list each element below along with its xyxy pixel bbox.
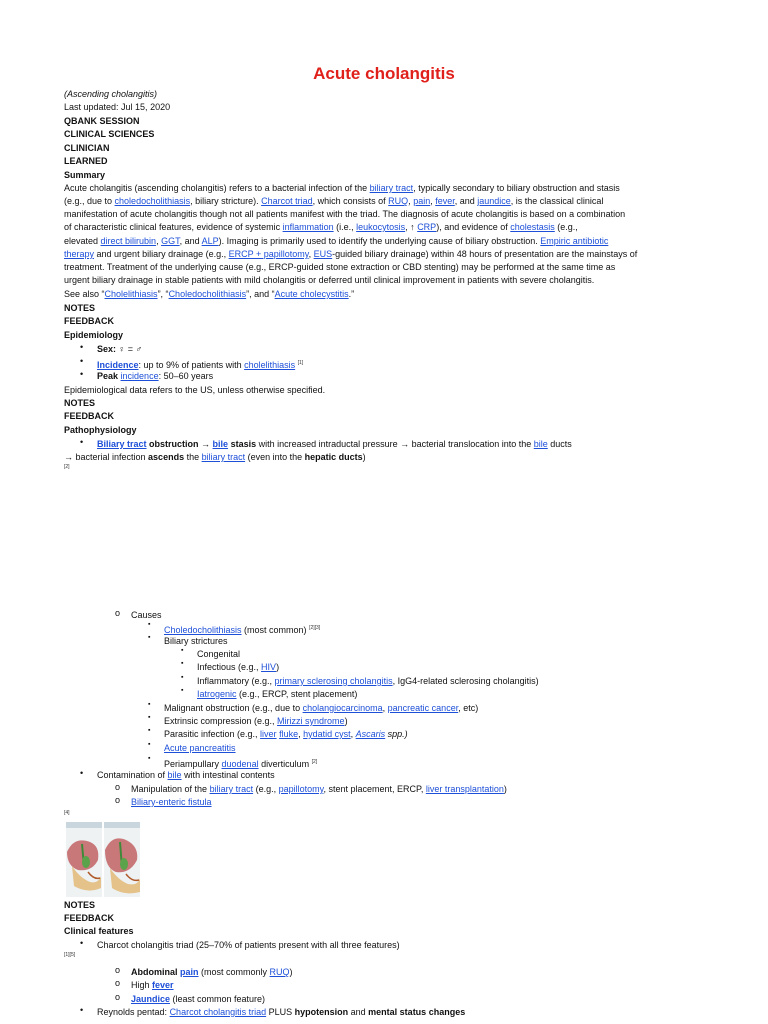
bullet-icon: • (80, 938, 84, 948)
text-run: ) (289, 967, 293, 977)
link-fever[interactable]: fever (435, 196, 455, 206)
text-run: , is the classical clinical (510, 196, 604, 206)
text-run: hepatic ducts (304, 452, 363, 462)
summary-line-1 (64, 182, 620, 195)
text-run: , IgG4-related sclerosing cholangitis) (392, 676, 539, 686)
link-alp[interactable]: ALP (201, 236, 219, 246)
link-incidence[interactable]: Incidence (97, 360, 139, 370)
text-run: Inflammatory (e.g., (197, 676, 275, 686)
bullet-icon: • (80, 342, 84, 352)
text-run: (i.e., (333, 222, 357, 232)
summary-line-8: urgent biliary drainage in stable patients with mild cholangitis or deferred until clinical improvement in patients with severe cholangitis. (64, 275, 595, 285)
clinical-reynolds (97, 1006, 465, 1019)
text-run: ), and evidence of (436, 222, 511, 232)
link-bile[interactable]: bile (167, 770, 182, 780)
square-bullet-icon: ▪ (148, 701, 151, 708)
text-run: -guided biliary drainage) within 48 hours of presentation are the mainstays of (332, 249, 638, 259)
text-run: (e.g., ERCP, stent placement) (236, 689, 358, 699)
summary-line-9 (64, 288, 354, 301)
link-bile[interactable]: bile (533, 439, 548, 449)
text-run: with increased intraductal pressure → bacterial translocation into the (256, 439, 534, 449)
epi-peak (97, 370, 213, 383)
text-run: ) (276, 662, 280, 672)
link-ascaris[interactable]: Ascaris (355, 729, 386, 739)
charcot-triad-line: Charcot cholangitis triad (25–70% of patients present with all three features) (97, 940, 400, 950)
text-run: , (308, 249, 314, 259)
text-run: (most commonly (198, 967, 270, 977)
link-choledocholithiasis[interactable]: Choledocholithiasis (164, 625, 242, 635)
text-run: Parasitic infection (e.g., (164, 729, 261, 739)
link-ruq[interactable]: RUQ (269, 967, 290, 977)
text-run: (least common feature) (170, 994, 266, 1004)
text-run: , stent placement, ERCP, (323, 784, 426, 794)
link-liver[interactable]: liver (260, 729, 277, 739)
patho-contamination (97, 769, 275, 782)
anatomy-illustration[interactable] (64, 822, 141, 897)
text-run: , biliary stricture). (190, 196, 262, 206)
summary-line-4 (64, 221, 578, 234)
link-leukocytosis[interactable]: leukocytosis (356, 222, 406, 232)
text-run: See also “ (64, 289, 105, 299)
square-bullet-icon: ▪ (148, 714, 151, 721)
reference-mark[interactable]: [1][5] (64, 952, 76, 958)
text-run: High (131, 980, 153, 990)
notes-button[interactable]: NOTES (64, 900, 96, 910)
stricture-iatrogenic (197, 688, 357, 701)
text-run: , typically secondary to biliary obstruction and stasis (413, 183, 620, 193)
bullet-icon: • (80, 1005, 84, 1015)
link-psc[interactable]: primary sclerosing cholangitis (274, 676, 393, 686)
link-biliary-enteric-fistula[interactable]: Biliary-enteric fistula (131, 797, 212, 807)
text-run: ”, “ (157, 289, 169, 299)
link-biliary-tract[interactable]: biliary tract (209, 784, 254, 794)
text-run: ) (362, 452, 366, 462)
text-run: stasis (228, 439, 257, 449)
clinical-jaundice (131, 993, 265, 1006)
circle-bullet-icon: o (115, 782, 121, 792)
link-bile[interactable]: bile (212, 439, 229, 449)
cause-extrinsic (164, 715, 348, 728)
link-inflammation[interactable]: inflammation (282, 222, 334, 232)
summary-line-3: manifestation of acute cholangitis though not all patients manifest with the triad. The diagnosis of acute cholangitis is based on a combination (64, 209, 626, 219)
circle-bullet-icon: o (115, 978, 121, 988)
link-biliary-tract[interactable]: biliary tract (369, 183, 414, 193)
text-run: Malignant obstruction (e.g., due to (164, 703, 303, 713)
link-jaundice[interactable]: Jaundice (131, 994, 171, 1004)
bullet-icon: • (80, 356, 84, 366)
reference-mark[interactable]: [1] (297, 360, 304, 366)
text-run: → (198, 439, 213, 449)
link-jaundice[interactable]: jaundice (477, 196, 511, 206)
summary-line-6 (64, 248, 637, 261)
circle-bullet-icon: o (115, 965, 121, 975)
square-bullet-icon: ▪ (148, 741, 151, 748)
link-acute-cholecystitis[interactable]: Acute cholecystitis (274, 289, 349, 299)
patho-manipulation (131, 783, 507, 796)
text-run: ) (344, 716, 348, 726)
link-liver-transplantation[interactable]: liver transplantation (425, 784, 504, 794)
link-incidence-peak[interactable]: incidence (120, 371, 159, 381)
link-ruq[interactable]: RUQ (388, 196, 409, 206)
link-cholestasis[interactable]: cholestasis (510, 222, 555, 232)
stricture-inflammatory (197, 675, 539, 688)
link-empiric-antibiotic[interactable]: Empiric antibiotic (540, 236, 609, 246)
text-run: the (184, 452, 202, 462)
reference-mark[interactable]: [4] (64, 810, 70, 816)
square-bullet-icon: ▪ (148, 727, 151, 734)
bullet-icon: • (80, 369, 84, 379)
link-fever[interactable]: fever (152, 980, 174, 990)
text-run: Reynolds pentad: (97, 1007, 170, 1017)
cause-pancreatitis (164, 742, 236, 755)
text-run: ”, and “ (246, 289, 275, 299)
notes-button[interactable]: NOTES (64, 303, 96, 313)
link-biliary-tract[interactable]: biliary tract (201, 452, 246, 462)
text-run: obstruction (146, 439, 199, 449)
link-eus[interactable]: EUS (313, 249, 333, 259)
text-run: , (156, 236, 162, 246)
text-run: , (298, 729, 304, 739)
text-run: , etc) (458, 703, 479, 713)
text-run: , and (454, 196, 478, 206)
circle-bullet-icon: o (115, 795, 121, 805)
link-ercp-papillotomy[interactable]: ERCP + papillotomy (228, 249, 309, 259)
link-pain[interactable]: pain (180, 967, 199, 977)
header-learned[interactable]: LEARNED (64, 156, 108, 166)
link-cholangiocarcinoma[interactable]: cholangiocarcinoma (302, 703, 383, 713)
text-run: ) (503, 784, 507, 794)
text-run: with intestinal contents (181, 770, 275, 780)
square-bullet-icon: ▪ (148, 634, 151, 641)
bullet-icon: • (80, 768, 84, 778)
patho-fistula (131, 796, 212, 809)
clinical-features-heading: Clinical features (64, 926, 134, 936)
header-qbank[interactable]: QBANK SESSION (64, 116, 140, 126)
patho-line-2 (64, 451, 366, 464)
cause-parasitic (164, 728, 408, 741)
link-acute-pancreatitis[interactable]: Acute pancreatitis (164, 743, 236, 753)
sex-value: ♀ = ♂ (118, 344, 143, 354)
text-run: : up to 9% of patients with (138, 360, 245, 370)
text-run: Abdominal (131, 967, 178, 977)
text-run: , which consists of (312, 196, 389, 206)
header-clinical-sciences[interactable]: CLINICAL SCIENCES (64, 129, 155, 139)
link-pancreatic-cancer[interactable]: pancreatic cancer (387, 703, 459, 713)
pathophysiology-heading: Pathophysiology (64, 425, 137, 435)
text-run: , (408, 196, 414, 206)
link-crp[interactable]: CRP (417, 222, 437, 232)
text-run: : 50–60 years (158, 371, 214, 381)
anatomy-illustration-svg (64, 822, 141, 897)
text-run: of characteristic clinical features, evidence of systemic (64, 222, 283, 232)
epi-note: Epidemiological data refers to the US, unless otherwise specified. (64, 385, 326, 395)
link-charcot-triad[interactable]: Charcot triad (261, 196, 313, 206)
peak-label: Peak (97, 371, 119, 381)
feedback-button[interactable]: FEEDBACK (64, 913, 115, 923)
text-run: ascends (148, 452, 185, 462)
text-run: (e.g., (554, 222, 578, 232)
page-title: Acute cholangitis (313, 64, 455, 83)
epidemiology-heading: Epidemiology (64, 330, 124, 340)
cause-malignant (164, 702, 478, 715)
link-fluke[interactable]: fluke (279, 729, 299, 739)
stricture-infectious (197, 661, 279, 674)
text-run: Contamination of (97, 770, 168, 780)
link-therapy[interactable]: therapy (64, 249, 95, 259)
cause-strictures: Biliary strictures (164, 636, 228, 646)
text-run: PLUS (266, 1007, 295, 1017)
text-run: Acute cholangitis (ascending cholangitis) refers to a bacterial infection of the (64, 183, 370, 193)
link-cholelithiasis[interactable]: Cholelithiasis (104, 289, 158, 299)
text-run: and (348, 1007, 369, 1017)
reference-mark[interactable]: [2] (311, 759, 318, 765)
text-run: elevated (64, 236, 101, 246)
clinical-fever (131, 979, 174, 992)
link-papillotomy[interactable]: papillotomy (278, 784, 324, 794)
patho-line-1 (97, 438, 572, 451)
text-run: , (382, 703, 388, 713)
notes-button[interactable]: NOTES (64, 398, 96, 408)
square-bullet-icon: ▪ (181, 674, 184, 681)
summary-heading: Summary (64, 170, 106, 180)
text-run: ). Imaging is primarily used to identify the underlying cause of biliary obstruction. (218, 236, 541, 246)
text-run: spp.) (385, 729, 408, 739)
circle-bullet-icon: o (115, 992, 121, 1002)
text-run: Extrinsic compression (e.g., (164, 716, 278, 726)
reference-mark[interactable]: [2][3] (309, 625, 321, 631)
bullet-icon: • (80, 437, 84, 447)
text-run: .” (348, 289, 355, 299)
text-run: Infectious (e.g., (197, 662, 262, 672)
text-run: → bacterial infection (64, 452, 149, 462)
link-biliary-tract[interactable]: Biliary tract (97, 439, 147, 449)
link-hydatid-cyst[interactable]: hydatid cyst (303, 729, 351, 739)
text-run: (e.g., (253, 784, 279, 794)
summary-line-5 (64, 235, 608, 248)
square-bullet-icon: ▪ (181, 687, 184, 694)
link-ggt[interactable]: GGT (161, 236, 180, 246)
text-run: mental status changes (368, 1007, 466, 1017)
link-duodenal[interactable]: duodenal (221, 759, 259, 769)
sex-label: Sex: (97, 344, 117, 354)
text-run: Periampullary (164, 759, 222, 769)
square-bullet-icon: ▪ (181, 660, 184, 667)
link-choledocholithiasis[interactable]: choledocholithiasis (114, 196, 191, 206)
summary-line-7: treatment. Treatment of the underlying cause (e.g., ERCP-guided stone extraction or CBD stenting) may be performed at the same time as (64, 262, 616, 272)
square-bullet-icon: ▪ (181, 647, 184, 654)
clinical-abdominal-pain (131, 966, 293, 979)
link-charcot-cholangitis-triad[interactable]: Charcot cholangitis triad (169, 1007, 267, 1017)
text-run: hypotension (294, 1007, 349, 1017)
feedback-button[interactable]: FEEDBACK (64, 316, 115, 326)
text-run: , ↑ (405, 222, 418, 232)
last-updated: Last updated: Jul 15, 2020 (64, 102, 171, 112)
link-iatrogenic[interactable]: Iatrogenic (197, 689, 237, 699)
text-run: , (350, 729, 356, 739)
summary-line-2 (64, 195, 603, 208)
text-run: , (430, 196, 436, 206)
text-run: diverticulum (258, 759, 312, 769)
text-run: and urgent biliary drainage (e.g., (94, 249, 229, 259)
text-run: (e.g., due to (64, 196, 115, 206)
text-run: , and (179, 236, 202, 246)
link-pain[interactable]: pain (413, 196, 431, 206)
square-bullet-icon: ▪ (148, 755, 151, 762)
text-run: (most common) (241, 625, 310, 635)
circle-bullet-icon: o (115, 608, 121, 618)
stricture-congenital: Congenital (197, 649, 241, 659)
text-run: (even into the (245, 452, 305, 462)
header-clinician[interactable]: CLINICIAN (64, 143, 110, 153)
feedback-button[interactable]: FEEDBACK (64, 411, 115, 421)
square-bullet-icon: ▪ (148, 621, 151, 628)
text-run: ducts (547, 439, 572, 449)
link-direct-bilirubin[interactable]: direct bilirubin (100, 236, 157, 246)
link-mirizzi[interactable]: Mirizzi syndrome (277, 716, 345, 726)
reference-mark[interactable]: [2] (64, 464, 70, 470)
causes-label: Causes (131, 610, 162, 620)
link-cholelithiasis-epi[interactable]: cholelithiasis (244, 360, 296, 370)
link-hiv[interactable]: HIV (261, 662, 277, 672)
epi-sex (97, 343, 142, 356)
text-run: Manipulation of the (131, 784, 210, 794)
subtitle: (Ascending cholangitis) (64, 89, 158, 99)
link-choledocholithiasis-2[interactable]: Choledocholithiasis (168, 289, 247, 299)
